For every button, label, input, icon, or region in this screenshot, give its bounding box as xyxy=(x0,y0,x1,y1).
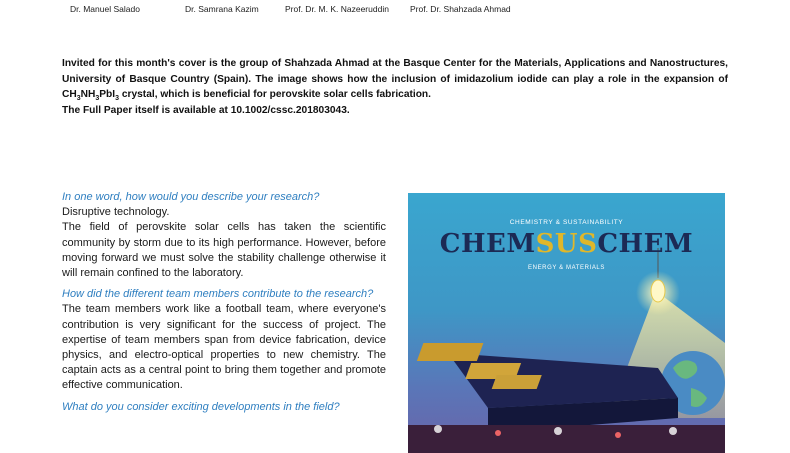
answer-1-short: Disruptive technology. xyxy=(62,206,170,219)
full-paper-reference: The Full Paper itself is available at 10.1002/cssc.201803043. xyxy=(62,104,350,116)
question-2: How did the different team members contribute to the research? xyxy=(62,288,374,301)
lightbulb-icon xyxy=(651,280,665,302)
crystal-sparkle xyxy=(495,430,501,436)
answer-2: The team members work like a football team, where everyone's contribution is very significant for the success of project. The expertise of team members span from device fabrication, device physics, and electro-optical properties to new chemistry. The captain acts as a central point to bring them together and promote effective communication. xyxy=(62,303,386,392)
cover-intro xyxy=(62,56,728,118)
author-name: Dr. Samrana Kazim xyxy=(185,4,259,14)
author-names-row xyxy=(0,4,790,18)
question-1: In one word, how would you describe your research? xyxy=(62,191,320,203)
question-3: What do you consider exciting developments in the field? xyxy=(62,400,340,413)
gold-contact xyxy=(492,375,542,389)
author-name: Dr. Manuel Salado xyxy=(70,4,140,14)
gold-contact xyxy=(417,343,484,361)
crystal-sparkle xyxy=(669,427,677,435)
cover-subtitle: ENERGY & MATERIALS xyxy=(528,265,605,271)
author-name: Prof. Dr. Shahzada Ahmad xyxy=(410,4,511,14)
author-name: Prof. Dr. M. K. Nazeeruddin xyxy=(285,4,389,14)
journal-cover-image xyxy=(408,193,725,453)
crystal-bed xyxy=(408,425,725,453)
interview-column xyxy=(62,190,386,415)
journal-title: CHEMSUSCHEM xyxy=(439,229,694,259)
crystal-sparkle xyxy=(434,425,442,433)
cover-tagline: CHEMISTRY & SUSTAINABILITY xyxy=(509,219,624,226)
intro-paragraph: Invited for this month's cover is the group of Shahzada Ahmad at the Basque Center for the Materials, Applications and Nanostructures, University of Basque Country (Spain). The image shows how the inclusion of imidazolium iodide can play a role in the expansion of $CH_3NH_3PbI_3$ crystal, which is beneficial for perovskite solar cells fabrication. xyxy=(62,58,728,103)
crystal-sparkle xyxy=(615,432,621,438)
crystal-sparkle xyxy=(554,427,562,435)
answer-1-long: The field of perovskite solar cells has taken the scientific community by storm due to its high performance. However, before moving forward we must solve the stability challenge otherwise it will remain confined to the laboratory. xyxy=(62,221,386,280)
